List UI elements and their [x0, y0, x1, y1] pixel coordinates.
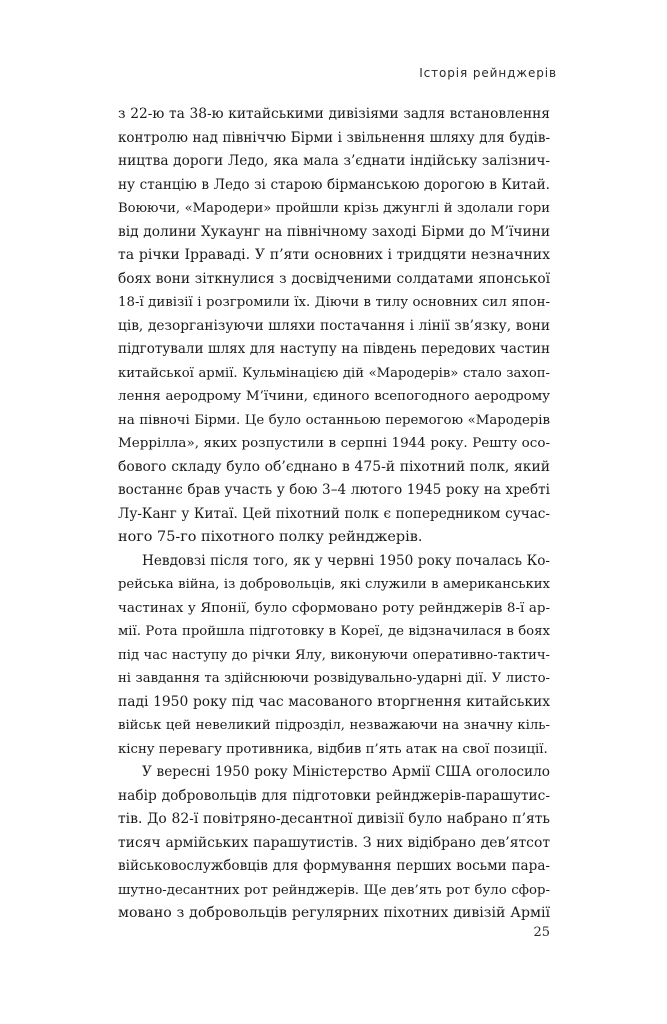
text-line: рейська війна, із добровольців, які служили в американських [118, 577, 550, 592]
text-line: китайської армії. Кульмінацією дій «Мародерів» стало захоп- [118, 365, 550, 381]
text-line: Воюючи, «Мародери» пройшли крізь джунглі й здолали гори [118, 201, 550, 216]
text-line: набір добровольців для підготовки рейнджерів-парашутис- [118, 787, 550, 804]
text-line: Лу-Канг у Китаї. Цей піхотний полк є попередником сучас- [118, 505, 550, 522]
text-line: мії. Рота пройшла підготовку в Кореї, де відзначилася в боях [118, 624, 550, 639]
text-line: з 22-ю та 38-ю китайськими дивізіями задля встановлення [118, 106, 550, 122]
text-line: боях вони зіткнулися з досвідченими солдатами японської [118, 270, 550, 287]
text-line: ців, дезорганізуючи шляхи постачання і лінії зв’язку, вони [118, 317, 550, 334]
text-line: під час наступу до річки Ялу, виконуючи оперативно-тактич- [118, 647, 550, 663]
paragraph [118, 103, 550, 550]
text-line: шутно-десантних рот рейнджерів. Ще дев’ять рот було сфор- [118, 882, 550, 898]
text-line: Невдовзі після того, як у червні 1950 року почалась Ко- [142, 552, 550, 569]
text-line: бового складу було об’єднано в 475-й піхотний полк, який [118, 458, 550, 475]
text-line: тів. До 82-ї повітряно-десантної дивізії було набрано п’ять [118, 811, 550, 827]
running-head: Історія рейнджерів [419, 66, 557, 80]
text-line: військ цей невеликий підрозділ, незважаючи на значну кіль- [118, 718, 550, 733]
text-line: та річки Ірраваді. У п’яти основних і тридцяти незначних [118, 247, 550, 263]
body-text [118, 103, 550, 926]
text-line: від долини Хукаунг на північному заході Бірми до М’їчини [118, 223, 550, 240]
text-line: тисяч армійських парашутистів. З них відібрано дев’ятсот [118, 834, 550, 851]
page-number: 25 [533, 925, 550, 940]
text-line: ництва дороги Ледо, яка мала з’єднати індійську залізнич- [118, 153, 550, 169]
paragraph [118, 550, 550, 762]
text-line: частинах у Японії, було сформовано роту рейнджерів 8-ї ар- [118, 600, 550, 616]
text-line: підготували шлях для наступу на південь передових частин [118, 341, 550, 357]
text-line: ну станцію в Ледо зі старою бірманською дорогою в Китай. [118, 176, 550, 193]
text-line: військовослужбовців для формування перших восьми пара- [118, 858, 550, 874]
text-line: паді 1950 року під час масованого вторгнення китайських [118, 693, 550, 710]
text-line: Меррілла», яких розпустили в серпні 1944 року. Решту осо- [118, 435, 550, 451]
text-line: лення аеродрому М’їчини, єдиного всепогодного аеродрому [118, 389, 550, 404]
text-line: кісну перевагу противника, відбив п’ять атак на свої позиції. [118, 741, 548, 757]
text-line: У вересні 1950 року Міністерство Армії США оголосило [142, 764, 550, 780]
text-line: востаннє брав участь у бою 3–4 лютого 1945 року на хребті [118, 482, 550, 498]
text-line: контролю над північчю Бірми і звільнення шляху для будів- [118, 129, 550, 146]
text-line: ного 75-го піхотного полку рейнджерів. [118, 529, 423, 545]
text-line: на півночі Бірми. Це було останньою перемогою «Мародерів [118, 412, 550, 428]
text-line: 18-ї дивізії і розгромили їх. Діючи в тилу основних сил япон- [118, 295, 550, 310]
paragraph [118, 761, 550, 926]
text-line: ні завдання та здійснюючи розвідувально-ударні дії. У листо- [118, 671, 550, 686]
text-line: мовано з добровольців регулярних піхотних дивізій Армії [118, 905, 550, 921]
